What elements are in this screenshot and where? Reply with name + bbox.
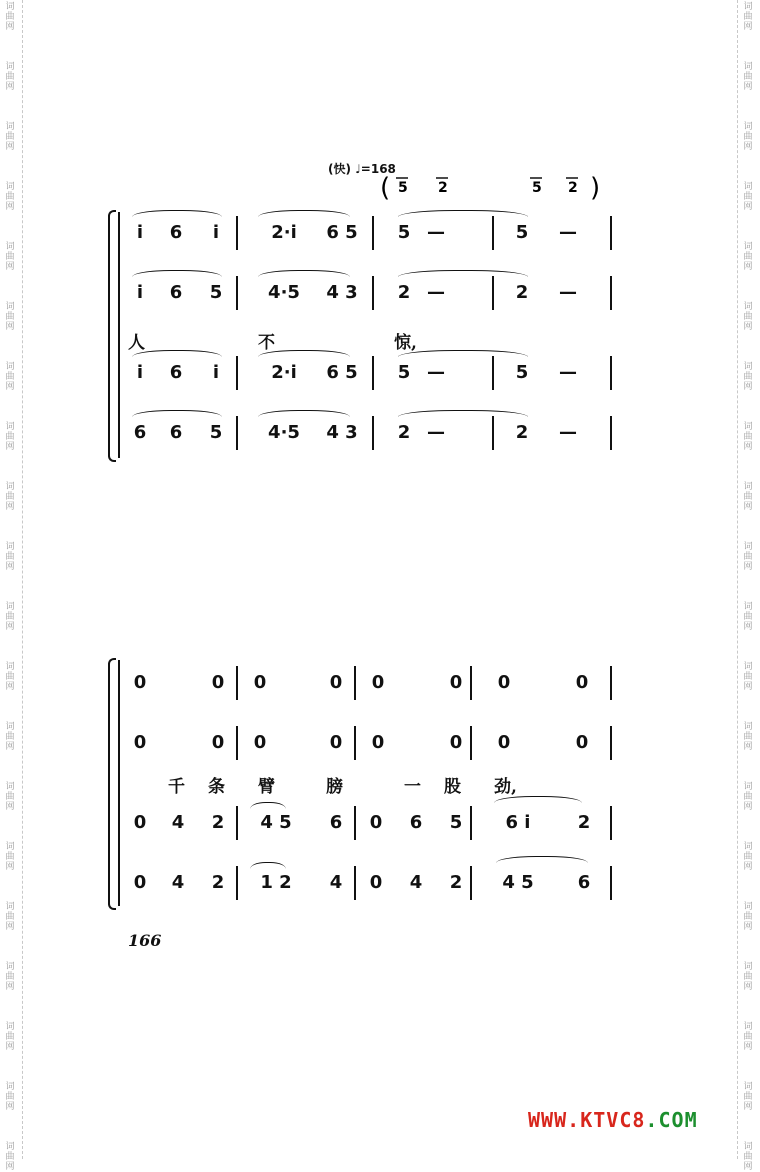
- site-url-char: C: [619, 1108, 633, 1132]
- watermark-glyph: 词曲网: [743, 1082, 753, 1112]
- barline: [372, 356, 374, 390]
- note: i: [136, 222, 144, 243]
- barline: [372, 216, 374, 250]
- barline: [236, 276, 238, 310]
- slur: [398, 210, 528, 217]
- note: i: [212, 362, 220, 383]
- watermark-glyph: 词曲网: [5, 302, 15, 332]
- note: 0: [369, 872, 383, 893]
- bracket-note: 5: [398, 180, 408, 196]
- note: 4: [171, 812, 185, 833]
- watermark-glyph: 词曲网: [5, 542, 15, 572]
- note: 4·5: [268, 282, 300, 303]
- note: —: [427, 422, 445, 443]
- note: 0: [575, 672, 589, 693]
- right-watermark-strip: [737, 0, 760, 1172]
- site-url-char: .: [645, 1108, 659, 1132]
- barline: [492, 216, 494, 250]
- watermark-glyph: 词曲网: [5, 482, 15, 512]
- barline: [610, 666, 612, 700]
- lyric: 不: [258, 333, 275, 353]
- barline: [236, 726, 238, 760]
- watermark-glyph: 词曲网: [743, 602, 753, 632]
- watermark-glyph: 词曲网: [743, 1022, 753, 1052]
- site-url-char: M: [684, 1108, 698, 1132]
- lyric: 条: [208, 777, 225, 797]
- site-url: [528, 1108, 698, 1132]
- watermark-glyph: 词曲网: [743, 542, 753, 572]
- note: 0: [449, 732, 463, 753]
- note: 2: [515, 282, 529, 303]
- note: 0: [133, 672, 147, 693]
- barline: [470, 726, 472, 760]
- lyric: 股: [444, 777, 461, 797]
- note: 2·i: [271, 222, 297, 243]
- system-line: [118, 212, 120, 458]
- lyric: 一: [404, 777, 421, 797]
- watermark-glyph: 词曲网: [743, 182, 753, 212]
- lyric: 千: [168, 777, 185, 797]
- watermark-glyph: 词曲网: [5, 782, 15, 812]
- barline: [354, 666, 356, 700]
- watermark-glyph: 词曲网: [5, 362, 15, 392]
- watermark-glyph: 词曲网: [5, 422, 15, 452]
- watermark-glyph: 词曲网: [5, 1142, 15, 1172]
- slur: [132, 210, 222, 217]
- note: 6 i: [505, 812, 531, 833]
- note: 4: [171, 872, 185, 893]
- note: i: [136, 282, 144, 303]
- watermark-glyph: 词曲网: [743, 902, 753, 932]
- slur: [258, 410, 350, 417]
- note: 4 5: [502, 872, 534, 893]
- svg-text:(: (: [380, 173, 391, 202]
- barline: [236, 806, 238, 840]
- slur: [132, 350, 222, 357]
- note: 5: [397, 362, 411, 383]
- note: 4 3: [326, 282, 358, 303]
- lyric: 劲,: [494, 777, 517, 797]
- watermark-glyph: 词曲网: [743, 362, 753, 392]
- note: 4: [329, 872, 343, 893]
- bracket-note: 5: [532, 180, 542, 196]
- note: 4: [409, 872, 423, 893]
- note: 4 5: [260, 812, 292, 833]
- note: —: [559, 282, 577, 303]
- watermark-glyph: 词曲网: [743, 1142, 753, 1172]
- note: 6: [169, 222, 183, 243]
- note: 0: [253, 732, 267, 753]
- barline: [470, 806, 472, 840]
- barline: [610, 276, 612, 310]
- note: 6: [169, 422, 183, 443]
- note: 0: [371, 732, 385, 753]
- site-url-char: V: [606, 1108, 620, 1132]
- barline: [610, 356, 612, 390]
- site-url-char: W: [528, 1108, 542, 1132]
- bracket-note: 2: [568, 180, 578, 196]
- note: 0: [575, 732, 589, 753]
- note: 2: [577, 812, 591, 833]
- watermark-glyph: 词曲网: [743, 842, 753, 872]
- watermark-glyph: 词曲网: [743, 662, 753, 692]
- note: 6 5: [326, 362, 358, 383]
- site-url-char: 8: [632, 1108, 646, 1132]
- tempo-bracket-notes: [380, 172, 606, 202]
- barline: [610, 416, 612, 450]
- note: i: [212, 222, 220, 243]
- site-url-char: C: [658, 1108, 672, 1132]
- watermark-glyph: 词曲网: [5, 842, 15, 872]
- lyric: 人: [128, 333, 145, 353]
- note: —: [427, 362, 445, 383]
- tempo-marking: (快) ♩=168: [328, 162, 396, 176]
- watermark-glyph: 词曲网: [743, 302, 753, 332]
- watermark-glyph: 词曲网: [743, 422, 753, 452]
- note: 5: [209, 282, 223, 303]
- watermark-glyph: 词曲网: [5, 1082, 15, 1112]
- note: 0: [133, 812, 147, 833]
- note: 6: [329, 812, 343, 833]
- note: 1 2: [260, 872, 292, 893]
- lyric: 臂: [258, 777, 275, 797]
- watermark-glyph: 词曲网: [743, 482, 753, 512]
- site-url-char: W: [541, 1108, 555, 1132]
- barline: [610, 866, 612, 900]
- note: 0: [133, 732, 147, 753]
- barline: [236, 216, 238, 250]
- note: 0: [369, 812, 383, 833]
- site-url-char: T: [593, 1108, 607, 1132]
- page-number: 166: [128, 931, 162, 950]
- barline: [470, 666, 472, 700]
- lyric: 惊,: [394, 333, 417, 353]
- system-brace: [108, 658, 116, 910]
- barline: [492, 416, 494, 450]
- note: 5: [515, 222, 529, 243]
- watermark-glyph: 词曲网: [5, 722, 15, 752]
- barline: [610, 216, 612, 250]
- svg-text:): ): [590, 173, 601, 202]
- barline: [372, 416, 374, 450]
- note: 4 3: [326, 422, 358, 443]
- note: 5: [397, 222, 411, 243]
- site-url-char: O: [671, 1108, 685, 1132]
- barline: [354, 806, 356, 840]
- watermark-glyph: 词曲网: [5, 1022, 15, 1052]
- note: 5: [449, 812, 463, 833]
- note: 0: [211, 732, 225, 753]
- note: 6 5: [326, 222, 358, 243]
- barline: [610, 806, 612, 840]
- barline: [470, 866, 472, 900]
- slur: [398, 270, 528, 277]
- slur: [258, 350, 350, 357]
- slur: [398, 350, 528, 357]
- note: 2: [515, 422, 529, 443]
- slur: [258, 210, 350, 217]
- note: 6: [133, 422, 147, 443]
- slur: [398, 410, 528, 417]
- note: 6: [169, 282, 183, 303]
- site-url-text: [528, 1108, 698, 1132]
- note: 2: [449, 872, 463, 893]
- bracket-note: 2: [438, 180, 448, 196]
- watermark-glyph: 词曲网: [743, 62, 753, 92]
- watermark-glyph: 词曲网: [5, 2, 15, 32]
- watermark-glyph: 词曲网: [5, 122, 15, 152]
- note: 0: [253, 672, 267, 693]
- lyric: 膀: [326, 777, 343, 797]
- note: 2: [211, 872, 225, 893]
- note: 6: [409, 812, 423, 833]
- barline: [354, 726, 356, 760]
- note: 0: [371, 672, 385, 693]
- note: 0: [449, 672, 463, 693]
- slur: [494, 796, 582, 803]
- note: 6: [169, 362, 183, 383]
- note: —: [559, 362, 577, 383]
- watermark-glyph: 词曲网: [743, 2, 753, 32]
- watermark-glyph: 词曲网: [743, 242, 753, 272]
- note: 2·i: [271, 362, 297, 383]
- watermark-glyph: 词曲网: [743, 722, 753, 752]
- barline: [610, 726, 612, 760]
- note: 2: [397, 422, 411, 443]
- slur: [132, 410, 222, 417]
- note: —: [427, 282, 445, 303]
- note: 0: [133, 872, 147, 893]
- watermark-glyph: 词曲网: [743, 962, 753, 992]
- watermark-glyph: 词曲网: [743, 122, 753, 152]
- slur: [132, 270, 222, 277]
- note: 0: [497, 672, 511, 693]
- note: 0: [497, 732, 511, 753]
- barline: [492, 276, 494, 310]
- note: 5: [515, 362, 529, 383]
- note: 2: [397, 282, 411, 303]
- slur: [496, 856, 588, 863]
- note: 0: [329, 732, 343, 753]
- system-brace: [108, 210, 116, 462]
- watermark-glyph: 词曲网: [5, 242, 15, 272]
- note: 5: [209, 422, 223, 443]
- slur: [250, 862, 286, 869]
- watermark-glyph: 词曲网: [743, 782, 753, 812]
- note: 0: [211, 672, 225, 693]
- note: 2: [211, 812, 225, 833]
- barline: [236, 356, 238, 390]
- watermark-glyph: 词曲网: [5, 62, 15, 92]
- note: —: [559, 222, 577, 243]
- slur: [250, 802, 286, 809]
- watermark-glyph: 词曲网: [5, 662, 15, 692]
- note: —: [427, 222, 445, 243]
- note: 0: [329, 672, 343, 693]
- note: —: [559, 422, 577, 443]
- watermark-glyph: 词曲网: [5, 902, 15, 932]
- barline: [236, 666, 238, 700]
- note: 6: [577, 872, 591, 893]
- slur: [258, 270, 350, 277]
- watermark-glyph: 词曲网: [5, 602, 15, 632]
- note: i: [136, 362, 144, 383]
- watermark-glyph: 词曲网: [5, 182, 15, 212]
- barline: [236, 416, 238, 450]
- left-watermark-strip: [0, 0, 23, 1172]
- site-url-char: K: [580, 1108, 594, 1132]
- barline: [354, 866, 356, 900]
- site-url-char: W: [554, 1108, 568, 1132]
- barline: [372, 276, 374, 310]
- note: 4·5: [268, 422, 300, 443]
- system-line: [118, 660, 120, 906]
- site-url-char: .: [567, 1108, 581, 1132]
- watermark-glyph: 词曲网: [5, 962, 15, 992]
- barline: [236, 866, 238, 900]
- barline: [492, 356, 494, 390]
